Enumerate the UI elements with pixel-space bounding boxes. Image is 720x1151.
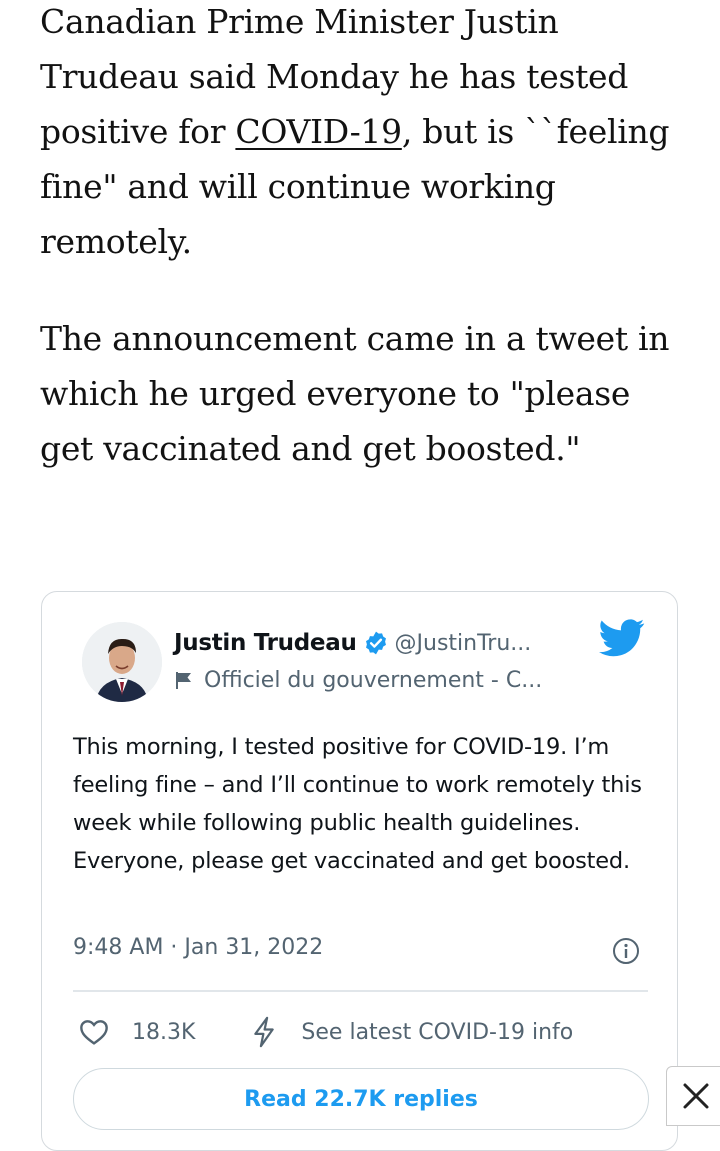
covid-info-link[interactable]: See latest COVID-19 info bbox=[301, 1019, 574, 1045]
like-count[interactable]: 18.3K bbox=[132, 1019, 196, 1045]
tweet-text: This morning, I tested positive for COVID-19. I’m feeling fine – and I’ll continue to work remotely this week while following public health guidelines. Everyone, please get vaccinated and get boosted. bbox=[73, 734, 642, 874]
paragraph-1-text-before: Canadian Prime Minister Justin Trudeau said Monday he has tested positive for bbox=[40, 2, 629, 151]
tweet-author-name[interactable]: Justin Trudeau bbox=[174, 630, 357, 656]
tweet-affiliation-row bbox=[174, 664, 542, 696]
tweet-divider bbox=[73, 990, 648, 992]
tweet-actions-row bbox=[78, 1010, 658, 1054]
tweet-affiliation-label: Officiel du gouvernement - C... bbox=[204, 667, 543, 693]
article-paragraph-1 bbox=[40, 0, 690, 269]
heart-icon[interactable] bbox=[78, 1016, 110, 1048]
info-icon[interactable] bbox=[612, 937, 640, 965]
embedded-tweet[interactable] bbox=[41, 591, 678, 1151]
paragraph-1-text-after: , but is ``feeling fine" and will continue working remotely. bbox=[40, 112, 670, 261]
tweet-author-row bbox=[174, 626, 531, 660]
covid-19-link[interactable]: COVID-19 bbox=[235, 112, 402, 151]
tweet-author-handle[interactable]: @JustinTru... bbox=[394, 630, 532, 656]
lightning-bolt-icon[interactable] bbox=[249, 1016, 279, 1048]
tweet-timestamp[interactable]: 9:48 AM · Jan 31, 2022 bbox=[73, 935, 324, 960]
twitter-bird-icon[interactable] bbox=[599, 618, 645, 658]
article-paragraph-2: The announcement came in a tweet in which he urged everyone to "please get vaccinated and get boosted." bbox=[40, 319, 670, 468]
verified-badge-icon bbox=[363, 630, 389, 656]
avatar-image bbox=[82, 622, 162, 702]
government-flag-icon bbox=[174, 670, 194, 690]
close-icon bbox=[681, 1081, 711, 1111]
avatar[interactable] bbox=[82, 622, 162, 702]
read-replies-button[interactable]: Read 22.7K replies bbox=[73, 1068, 649, 1130]
close-button[interactable] bbox=[666, 1066, 720, 1126]
